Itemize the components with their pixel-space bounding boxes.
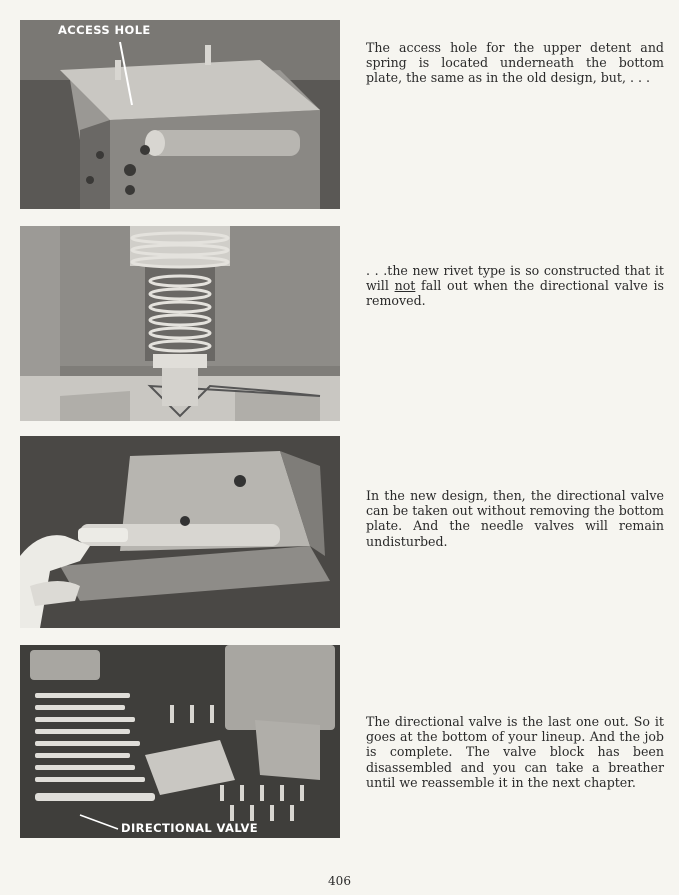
valve-block-top-illustration (20, 20, 340, 209)
spring-rivet-illustration (20, 226, 340, 421)
directional-valve-label: DIRECTIONAL VALVE (121, 821, 259, 835)
caption-access-hole: The access hole for the upper detent and spring is located underneath the bottom plate, the same as in the old design, but, . . . (366, 40, 664, 86)
parts-lineup-illustration (20, 645, 340, 838)
caption-rivet-text-end: fall out when the directional valve is removed. (366, 278, 664, 309)
photo-parts-lineup (20, 645, 340, 838)
photo-access-hole (20, 20, 340, 209)
caption-directional-valve: The directional valve is the last one out. So it goes at the bottom of your lineup. And the job is complete. The valve block has been disassembled and you can take a breather until we reassemble it in the next chapter. (366, 714, 664, 790)
valve-removal-illustration (20, 436, 340, 628)
caption-rivet-text-start: . . .the new rivet type is so constructed that it will (366, 263, 664, 294)
caption-rivet-emphasis: not (394, 278, 416, 294)
photo-removing-valve (20, 436, 340, 628)
photo-spring-rivet (20, 226, 340, 421)
caption-new-design: In the new design, then, the directional valve can be taken out without removing the bottom plate. And the needle valves will remain undisturbed. (366, 488, 664, 549)
page-number: 406 (328, 874, 351, 888)
access-hole-label: ACCESS HOLE (58, 23, 151, 37)
caption-rivet-type (366, 263, 664, 309)
